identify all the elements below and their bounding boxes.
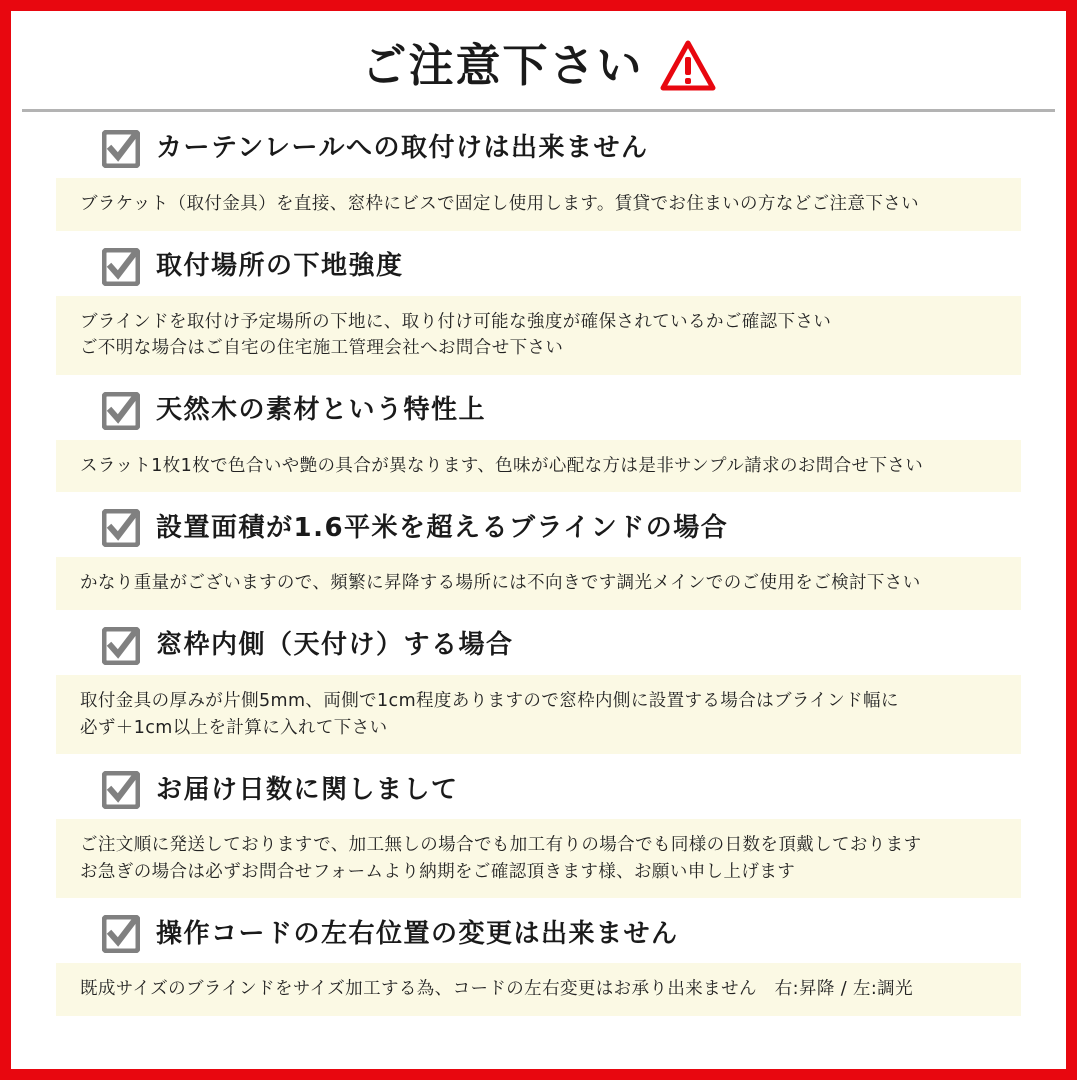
notice-line: スラット1枚1枚で色合いや艶の具合が異なります、色味が心配な方は是非サンプル請求のお問合せ下さい [80,455,924,476]
notice-body [56,296,1021,375]
notice-body [56,963,1021,1016]
notice-item [56,386,1021,493]
checkbox-checked-icon [102,915,140,953]
notice-header [56,909,1021,959]
notice-title: 操作コードの左右位置の変更は出来ません [156,918,679,949]
notice-line: ご注文順に発送しておりますで、加工無しの場合でも加工有りの場合でも同様の日数を頂戴しております [80,835,922,856]
notice-header [56,621,1021,671]
notice-body [56,178,1021,231]
notice-inner [22,22,1055,1058]
notice-line: 既成サイズのブラインドをサイズ加工する為、コードの左右変更はお承り出来ません 右:昇降 / 左:調光 [80,979,913,1000]
notice-header [56,765,1021,815]
notice-body [56,557,1021,610]
notice-title: 取付場所の下地強度 [156,251,404,281]
notice-line: かなり重量がございますので、頻繁に昇降する場所には不向きです調光メインでのご使用をご検討下さい [80,573,921,594]
notice-item [56,909,1021,1016]
notice-line: お急ぎの場合は必ずお問合せフォームより納期をご確認頂きます様、お願い申し上げます [80,861,796,882]
checkbox-checked-icon [102,248,140,286]
checkbox-checked-icon [102,392,140,430]
notice-line: ブラインドを取付け予定場所の下地に、取り付け可能な強度が確保されているかご確認下さい [80,311,832,332]
notice-title: 設置面積が1.6平米を超えるブラインドの場合 [156,512,729,543]
checkbox-checked-icon [102,130,140,168]
notice-title: カーテンレールへの取付けは出来ません [156,133,649,164]
checkbox-checked-icon [102,771,140,809]
notice-line: ご不明な場合はご自宅の住宅施工管理会社へお問合せ下さい [80,338,564,359]
notice-list [22,112,1055,1016]
notice-item [56,242,1021,375]
notice-header [56,242,1021,292]
page-title: ご注意下さい [361,39,644,92]
notice-body [56,819,1021,898]
checkbox-checked-icon [102,627,140,665]
notice-item [56,124,1021,231]
warning-triangle-icon [660,40,716,92]
notice-item [56,765,1021,898]
notice-title: 窓枠内側（天付け）する場合 [156,630,514,661]
notice-title: お届け日数に関しまして [156,774,459,805]
notice-body [56,675,1021,754]
notice-title: 天然木の素材という特性上 [156,395,487,426]
notice-item [56,503,1021,610]
checkbox-checked-icon [102,509,140,547]
notice-header [56,386,1021,436]
notice-line: ブラケット（取付金具）を直接、窓枠にビスで固定し使用します。賃貸でお住まいの方などご注意下さい [80,194,920,214]
notice-header [56,503,1021,553]
notice-header [56,124,1021,174]
page-header [22,22,1055,112]
notice-body [56,440,1021,493]
notice-line: 取付金具の厚みが片側5mm、両側で1cm程度ありますので窓枠内側に設置する場合はブラインド幅に [80,690,899,711]
notice-line: 必ず＋1cm以上を計算に入れて下さい [80,717,388,738]
notice-item [56,621,1021,754]
